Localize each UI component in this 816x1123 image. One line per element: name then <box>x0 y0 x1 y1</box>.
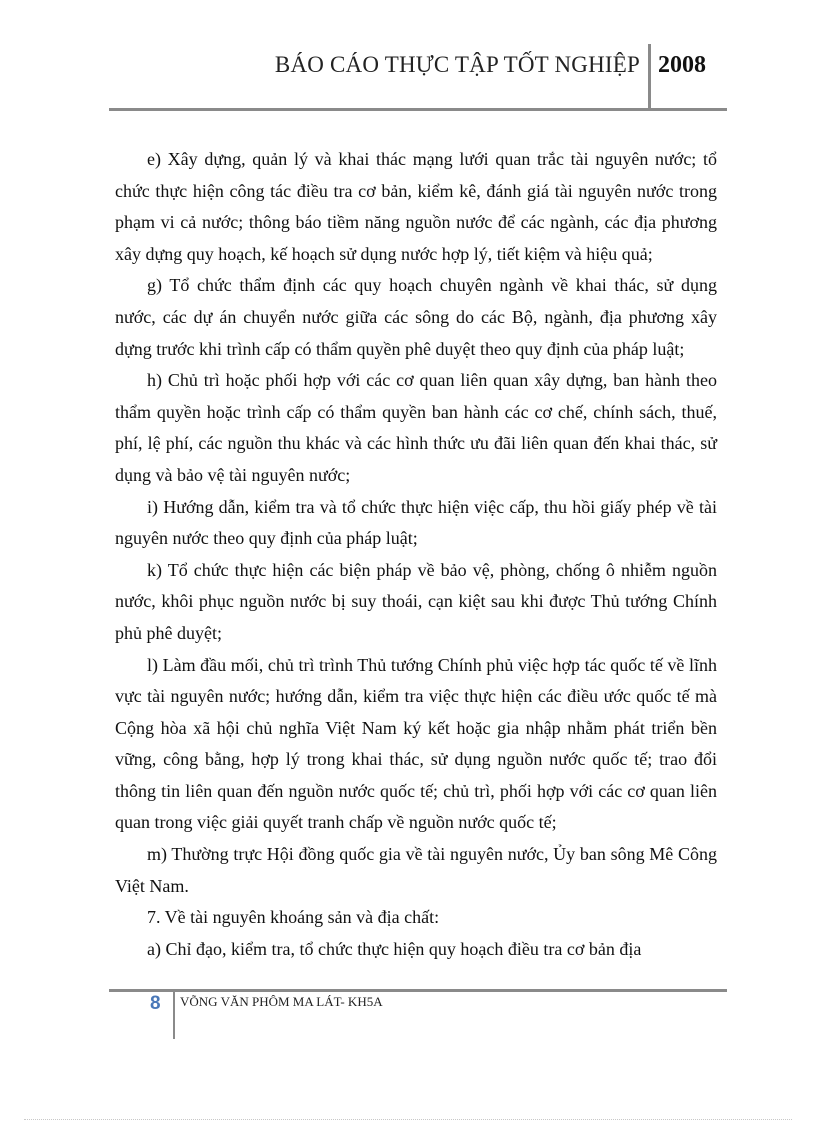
paragraph-h: h) Chủ trì hoặc phối hợp với các cơ quan liên quan xây dựng, ban hành theo thẩm quyền hoặc trình cấp có thẩm quyền ban hành các cơ chế, chính sách, thuế, phí, lệ phí, các nguồn thu khác và các hình thức ưu đãi liên quan đến khai thác, sử dụng và bảo vệ tài nguyên nước; <box>115 370 717 485</box>
document-body <box>115 144 717 965</box>
paragraph-l: l) Làm đầu mối, chủ trì trình Thủ tướng Chính phủ việc hợp tác quốc tế về lĩnh vực tài nguyên nước; hướng dẫn, kiểm tra việc thực hiện các điều ước quốc tế mà Cộng hòa xã hội chủ nghĩa Việt Nam ký kết hoặc gia nhập nhằm phát triển bền vững, công bằng, hợp lý trong khai thác, sử dụng nguồn nước quốc tế; trao đổi thông tin liên quan đến nguồn nước quốc tế; chủ trì, phối hợp với các cơ quan liên quan trong việc giải quyết tranh chấp về nguồn nước quốc tế; <box>115 654 717 833</box>
header-title: BÁO CÁO THỰC TẬP TỐT NGHIỆP <box>274 52 640 77</box>
footer-page-number: 8 <box>150 993 161 1014</box>
header-year: 2008 <box>658 52 706 78</box>
header-rule <box>109 108 727 111</box>
footer-rule <box>109 989 727 992</box>
paragraph-a: a) Chỉ đạo, kiểm tra, tổ chức thực hiện quy hoạch điều tra cơ bản địa <box>147 938 642 959</box>
paragraph-m: m) Thường trực Hội đồng quốc gia về tài nguyên nước, Ủy ban sông Mê Công Việt Nam. <box>115 844 717 896</box>
paragraph-i: i) Hướng dẫn, kiểm tra và tổ chức thực hiện việc cấp, thu hồi giấy phép về tài nguyên nước theo quy định của pháp luật; <box>115 496 717 549</box>
header-divider <box>648 44 651 110</box>
footer-author: VÕNG VĂN PHÔM MA LÁT- KH5A <box>180 994 383 1009</box>
footer-divider <box>173 989 175 1039</box>
paragraph-k: k) Tổ chức thực hiện các biện pháp về bảo vệ, phòng, chống ô nhiễm nguồn nước, khôi phục nguồn nước bị suy thoái, cạn kiệt sau khi được Thủ tướng Chính phủ phê duyệt; <box>115 559 717 643</box>
paragraph-g: g) Tổ chức thẩm định các quy hoạch chuyên ngành về khai thác, sử dụng nước, các dự án chuyển nước giữa các sông do các Bộ, ngành, địa phương xây dựng trước khi trình cấp có thẩm quyền phê duyệt theo quy định của pháp luật; <box>115 275 717 359</box>
paragraph-e: e) Xây dựng, quản lý và khai thác mạng lưới quan trắc tài nguyên nước; tổ chức thực hiện công tác điều tra cơ bản, kiểm kê, đánh giá tài nguyên nước trong phạm vi cả nước; thông báo tiềm năng nguồn nước để các ngành, các địa phương xây dựng quy hoạch, kế hoạch sử dụng nước hợp lý, tiết kiệm và hiệu quả; <box>115 149 717 264</box>
page-edge <box>24 1119 792 1120</box>
section-heading-7: 7. Về tài nguyên khoáng sản và địa chất: <box>147 907 440 928</box>
